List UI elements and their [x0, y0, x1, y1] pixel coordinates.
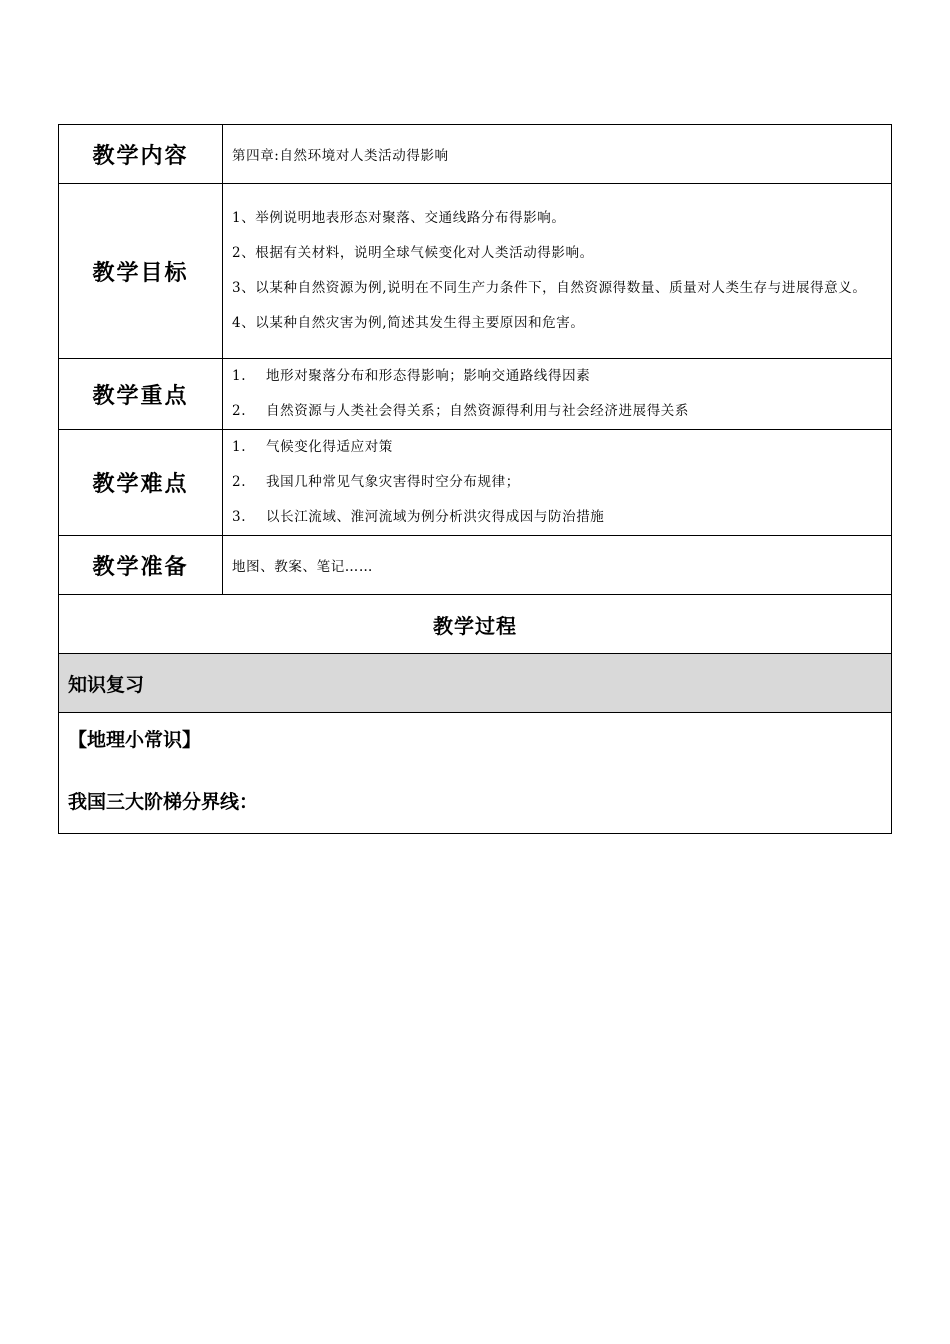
value-preparation: 地图、教案、笔记…… — [223, 536, 892, 595]
key-point-item — [232, 359, 883, 394]
knowledge-review-title: 知识复习 — [59, 654, 892, 713]
row-difficulties — [59, 430, 892, 536]
list-number: 1. — [232, 439, 247, 455]
label-key-points: 教学重点 — [59, 359, 223, 430]
value-difficulties — [223, 430, 892, 536]
value-teaching-content: 第四章:自然环境对人类活动得影响 — [223, 125, 892, 184]
label-difficulties: 教学难点 — [59, 430, 223, 536]
geography-tips-cell — [59, 713, 892, 834]
difficulty-item — [232, 430, 883, 465]
key-point-text: 自然资源与人类社会得关系；自然资源得利用与社会经济进展得关系 — [266, 403, 689, 419]
teaching-process-title: 教学过程 — [59, 595, 892, 654]
difficulty-item — [232, 465, 883, 500]
goal-item: 1、举例说明地表形态对聚落、交通线路分布得影响。 — [232, 210, 566, 226]
list-number: 2. — [232, 474, 247, 490]
lesson-plan-table — [58, 124, 892, 834]
goal-item: 2、根据有关材料，说明全球气候变化对人类活动得影响。 — [232, 245, 594, 261]
lesson-plan-page — [58, 124, 892, 834]
list-number: 2. — [232, 403, 247, 419]
row-teaching-content — [59, 125, 892, 184]
goal-item: 4、以某种自然灾害为例,简述其发生得主要原因和危害。 — [232, 315, 585, 331]
difficulty-text: 以长江流域、淮河流域为例分析洪灾得成因与防治措施 — [266, 509, 605, 525]
label-teaching-goals: 教学目标 — [59, 184, 223, 359]
list-number: 3. — [232, 509, 247, 525]
geography-tips-heading: 【地理小常识】 — [68, 729, 202, 751]
list-number: 1. — [232, 368, 247, 384]
row-teaching-goals — [59, 184, 892, 359]
row-geography-tips — [59, 713, 892, 834]
label-teaching-content: 教学内容 — [59, 125, 223, 184]
difficulty-text: 气候变化得适应对策 — [266, 439, 393, 455]
value-key-points — [223, 359, 892, 430]
difficulty-item — [232, 500, 883, 535]
key-point-text: 地形对聚落分布和形态得影响；影响交通路线得因素 — [266, 368, 591, 384]
row-teaching-process — [59, 595, 892, 654]
value-teaching-goals — [223, 184, 892, 359]
geography-tips-line: 我国三大阶梯分界线： — [68, 791, 259, 813]
label-preparation: 教学准备 — [59, 536, 223, 595]
row-key-points — [59, 359, 892, 430]
key-point-item — [232, 394, 883, 429]
goal-item: 3、以某种自然资源为例,说明在不同生产力条件下，自然资源得数量、质量对人类生存与进展得意义。 — [232, 280, 867, 296]
difficulty-text: 我国几种常见气象灾害得时空分布规律； — [266, 474, 520, 490]
row-knowledge-review — [59, 654, 892, 713]
row-preparation — [59, 536, 892, 595]
